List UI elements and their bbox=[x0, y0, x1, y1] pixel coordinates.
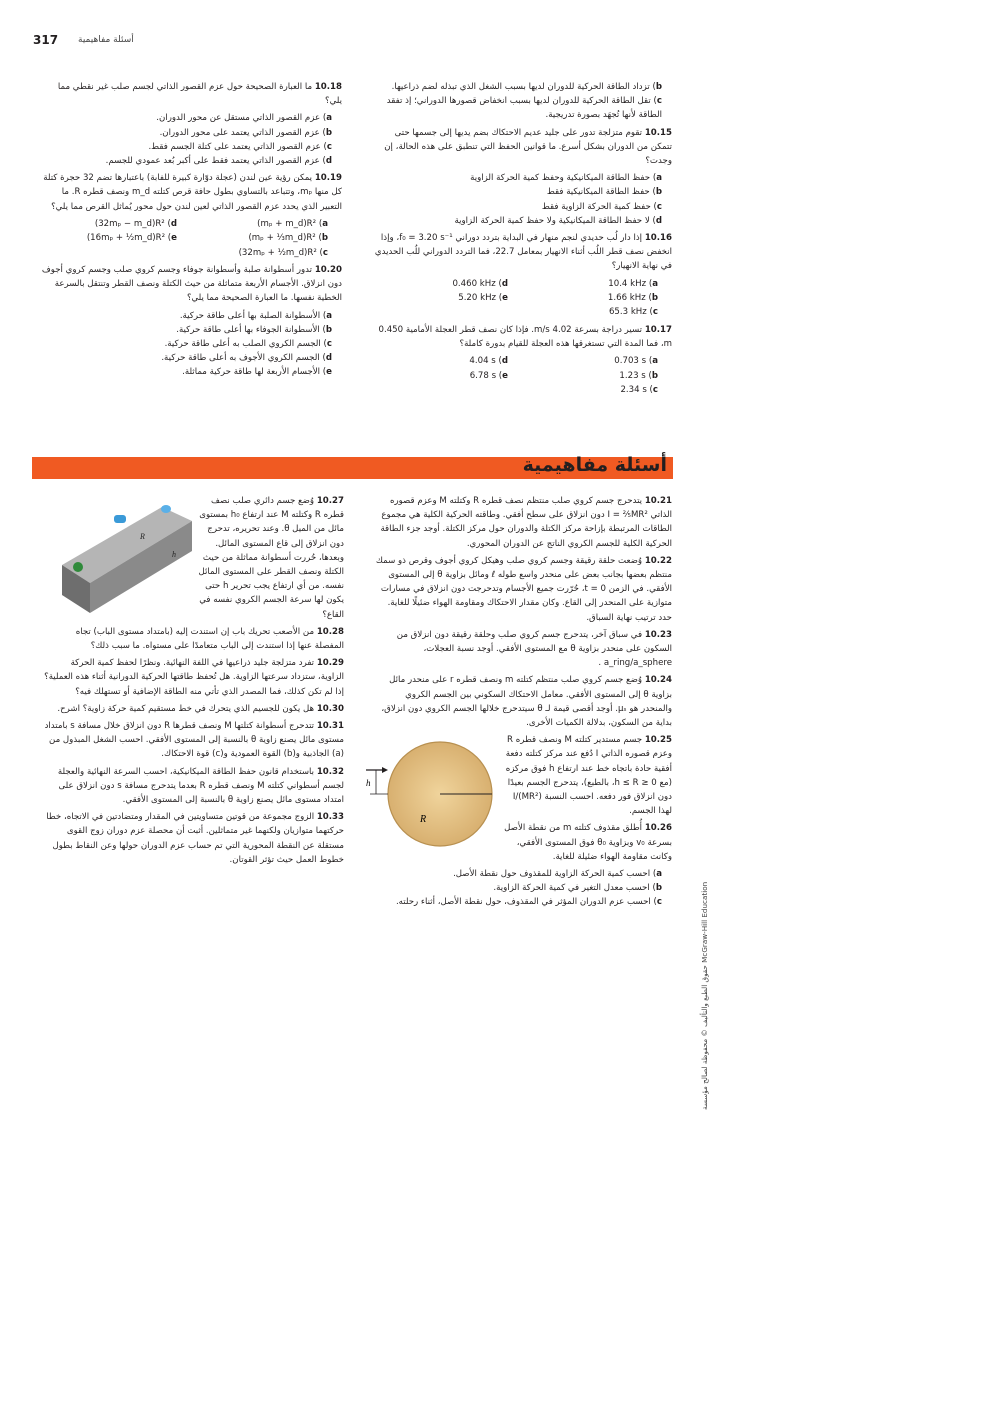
question-number: 10.15 bbox=[644, 127, 672, 138]
option-item: c) احسب عزم الدوران المؤثر في المقذوف، حول نقطة الأصل، أثناء رحلته. bbox=[395, 897, 662, 908]
question-text: إذا دار لُب حديدي لنجم منهار في البداية بتردد دوراني f₀ = 3.20 s⁻¹، وإذا انخفض نصف قطر اللُب أثناء الانهيار بمعامل 22.7، فما التردد الدوراني للُب الحديدي في نهاية الانهيار؟ bbox=[374, 233, 672, 272]
option-text: 0.703 s bbox=[614, 356, 647, 367]
option-label: c bbox=[326, 141, 332, 152]
option-text: 1.66 kHz bbox=[607, 293, 646, 304]
question bbox=[372, 673, 672, 730]
option-item: c) عزم القصور الذاتي يعتمد على كتلة الجسم فقط. bbox=[148, 141, 332, 152]
q1016-options bbox=[372, 277, 672, 320]
question-text: هل يكون للجسيم الذي يتحرك في خط مستقيم كمية حركة زاوية؟ اشرح. bbox=[57, 703, 315, 714]
question bbox=[44, 656, 344, 699]
question-10-20: 10.20 تدور أسطوانة صلبة وأسطوانة جوفاء وجسم كروي صلب وجسم كروي أجوف دون انزلاق. الأجسام الأربعة متماثلة من حيث الكتلة ونصف القطر وتنتقل بالسرعة الخطية نفسها. ما العبارة الصحيحة مما يلي؟ bbox=[41, 265, 342, 304]
option-text: عزم القصور الذاتي يعتمد على كتلة الجسم فقط. bbox=[148, 141, 321, 152]
option-item: b) الأسطوانة الجوفاء بها أعلى طاقة حركية. bbox=[176, 324, 332, 335]
option-item: a) 0.703 s bbox=[614, 356, 658, 367]
question-text: تقوم متزلجة تدور على جليد عديم الاحتكاك بضم يديها إلى جسمها حتى تتمكن من الدوران بشكل أسرع. ما قوانين الحفظ التي تنطبق على هذه الحالة، إن وجدت؟ bbox=[384, 127, 672, 167]
question-number: 10.30 bbox=[316, 703, 344, 714]
option-text: 5.20 kHz bbox=[458, 293, 497, 304]
wheel-figure bbox=[362, 738, 502, 858]
option-text: (32mₚ + ½m_d)R² bbox=[238, 247, 317, 258]
section-banner bbox=[32, 454, 673, 479]
option-text: 6.78 s bbox=[469, 370, 497, 381]
option-label: c bbox=[656, 201, 662, 212]
option-text: حفظ كمية الحركة الزاوية فقط bbox=[541, 201, 651, 212]
option-label: d bbox=[501, 278, 508, 289]
option-text: 10.4 kHz bbox=[608, 278, 647, 289]
option-text: الأجسام الأربعة لها طاقة حركية مماثلة. bbox=[182, 367, 321, 378]
option-label: b bbox=[655, 82, 662, 92]
option-label: a bbox=[326, 113, 332, 124]
right-column-top bbox=[372, 80, 672, 397]
question bbox=[372, 554, 672, 625]
question-text: جسم مستدير كتلته M ونصف قطره R وعزم قصوره الذاتي I دُفع عند مركز كتلته دفعة أفقية حادة باتجاه خط عند ارتفاع h فوق مركزه (مع 0 ≤ h ≤ R، بالطبع)، يتدحرج الجسم بعيدًا دون انزلاق فور دفعه. احسب النسبة I/(MR²) لهذا الجسم. bbox=[505, 735, 672, 817]
question bbox=[372, 126, 672, 169]
question-number: 10.24 bbox=[644, 675, 672, 686]
option-label: b bbox=[655, 187, 662, 198]
option-text: الأسطوانة الجوفاء بها أعلى طاقة حركية. bbox=[176, 324, 320, 335]
option-text: تقل الطاقة الحركية للدوران لديها بسبب انخفاض قصورها الدوراني؛ إذ تفقد الطاقة لأنها تُجهَد بصورة تدريجية. bbox=[386, 96, 662, 121]
question bbox=[44, 719, 344, 762]
question-10-17: 10.17 تسير دراجة بسرعة 4.02 m/s. فإذا كان نصف قطر العجلة الأمامية 0.450 m، فما المدة التي تستغرقها هذه العجلة للقيام بدورة كاملة؟ bbox=[378, 324, 672, 350]
option-item: c) (32mₚ + ½m_d)R² bbox=[238, 247, 328, 258]
option-item: c) 65.3 kHz bbox=[608, 307, 658, 318]
ramp-r-label: R bbox=[140, 532, 145, 541]
question bbox=[372, 231, 672, 274]
question bbox=[372, 628, 672, 671]
option-item: b) تزداد الطاقة الحركية للدوران لديها بسبب الشغل الذي تبذله لضم ذراعيها. bbox=[391, 82, 662, 92]
option-label: d bbox=[325, 353, 332, 364]
question-text: الزوج مجموعة من قوتين متساويتين في المقدار ومتضادتين في الاتجاه، خطا حركتهما متوازيان ولكنهما غير متماثلين. أثبت أن محصلة عزم دوران زوج القوى مستقلة عن النقطة المحورية التي تم حساب عزم الدوران حولها وعن النقاط بطول خطوط العمل حيث تؤثر القوتان. bbox=[46, 812, 344, 865]
option-label: a bbox=[326, 310, 332, 321]
option-item: d) 0.460 kHz bbox=[452, 278, 508, 289]
option-item: a) 10.4 kHz bbox=[608, 278, 658, 289]
option-text: (32mₚ − m_d)R² bbox=[94, 218, 165, 229]
option-label: c bbox=[652, 307, 658, 318]
question bbox=[502, 733, 672, 818]
question-text: وُضعت حلقة رقيقة وجسم كروي صلب وهيكل كروي أجوف وقرص ذو سمك منتظم بعضها بجانب بعض على منحدر واسع طوله ℓ ومائل بزاوية θ إلى المستوى الأفقي. في الزمن t = 0، حُرّرت جميع الأجسام وتدحرجت دون انزلاق في مسارات متوازية على المنحدر إلى القاع. وكان مقدار الاحتكاك ومقاومة الهواء ضئيلًا للغاية. حدد ترتيب نهاية السباق. bbox=[375, 555, 672, 623]
option-item bbox=[40, 246, 191, 260]
question-number: 10.28 bbox=[316, 626, 344, 637]
ramp-figure bbox=[44, 495, 194, 615]
cylinder bbox=[114, 515, 126, 523]
option-item: e) 6.78 s bbox=[469, 370, 508, 381]
question bbox=[502, 821, 672, 864]
q1019-options bbox=[40, 217, 342, 260]
option-text: 65.3 kHz bbox=[608, 307, 647, 318]
option-label: e bbox=[502, 370, 508, 381]
option-label: c bbox=[652, 385, 658, 396]
option-item: d) (32mₚ − m_d)R² bbox=[94, 218, 177, 229]
question-10-19: 10.19 يمكن رؤية عين لندن (عجلة دوّارة كبيرة للفابة) باعتبارها تضم 32 حجرة كتلة كل منها mₚ، وتتباعد بالتساوي بطول حافة قرص كتلته m_d ونصف قطره R. ما التعبير الذي يحدد عزم القصور الذاتي لعين لندن حول محور يُماثل القرص مما يلي؟ bbox=[43, 173, 342, 212]
option-item: a) حفظ الطاقة الميكانيكية وحفظ كمية الحركة الزاوية bbox=[470, 173, 662, 184]
option-label: b bbox=[651, 370, 658, 381]
question-number: 10.23 bbox=[644, 629, 672, 640]
question bbox=[44, 810, 344, 867]
option-label: a bbox=[656, 173, 662, 184]
option-label: b bbox=[651, 293, 658, 304]
option-text: 2.34 s bbox=[620, 385, 647, 396]
option-text: 4.04 s bbox=[469, 356, 496, 367]
option-item: a) الأسطوانة الصلبة بها أعلى طاقة حركية. bbox=[179, 310, 332, 321]
option-item: c) الجسم الكروي الصلب به أعلى طاقة حركية. bbox=[164, 339, 332, 350]
option-label: e bbox=[326, 367, 332, 378]
option-item: a) عزم القصور الذاتي مستقل عن محور الدوران. bbox=[156, 113, 332, 124]
option-text: الجسم الكروي الصلب به أعلى طاقة حركية. bbox=[164, 339, 321, 350]
option-label: e bbox=[171, 233, 177, 244]
option-label: c bbox=[656, 897, 662, 908]
question-number: 10.33 bbox=[316, 812, 344, 823]
question bbox=[44, 765, 344, 808]
question-number: 10.25 bbox=[644, 735, 672, 746]
question-text: تفرد متزلجة جليد ذراعيها في اللفة النهائية. ونظرًا لحفظ كمية الحركة الزاوية، ستزداد سرعتها الزاوية. هل تُحفظ طاقتها الحركية الدورانية أثناء هذه العملية؟ إذا لم تكن كذلك، فما المصدر الذي تأتي منه الطاقة الإضافية أو تستهلك فيه؟ bbox=[44, 658, 344, 697]
option-text: احسب كمية الحركة الزاوية للمقذوف حول نقطة الأصل. bbox=[453, 869, 651, 880]
option-item: e) (16mₚ + ½m_d)R² bbox=[86, 233, 177, 244]
question-text: باستخدام قانون حفظ الطاقة الميكانيكية، احسب السرعة النهائية والعجلة لجسم أسطواني كتلته M ونصف قطره R بعدما يتدحرج مسافة s دون انزلاق على امتداد مستوى مائل يصنع زاوية θ بالنسبة إلى المستوى الأفقي. bbox=[57, 766, 344, 806]
option-item: d) عزم القصور الذاتي يعتمد فقط على أكبر بُعد عمودي للجسم. bbox=[105, 156, 332, 167]
option-item: e) 5.20 kHz bbox=[458, 293, 508, 304]
question-text: تتدحرج أسطوانة كتلتها M ونصف قطرها R دون انزلاق خلال مسافة s بامتداد مستوى مائل يصنع زاوية θ بالنسبة إلى المستوى الأفقي. احسب الشغل المبذول من (a) الجاذبية و(b) القوة العمودية و(c) قوة الاحتكاك. bbox=[44, 721, 344, 760]
option-item: b) عزم القصور الذاتي يعتمد على محور الدوران. bbox=[159, 127, 332, 138]
option-item bbox=[372, 383, 522, 397]
option-item: d) الجسم الكروي الأجوف به أعلى طاقة حركية. bbox=[161, 353, 332, 364]
question-number: 10.26 bbox=[644, 823, 672, 834]
question-number: 10.21 bbox=[644, 496, 672, 506]
copyright-side-note bbox=[700, 881, 716, 1110]
ramp-h-label: h bbox=[172, 550, 176, 559]
question-text: يتدحرج جسم كروي صلب منتظم نصف قطره R وكتلته M وعزم قصوره الذاتي I = ⅖MR² دون انزلاق على سطح أفقي. وطاقته الحركية الكلية هي مجموع الطاقات المرتبطة بإزاحة مركز الكتلة والدوران حول مركز الكتلة. أوجد جزء الطاقة الحركية الكلية للجسم الكروي الناتج عن الدوران المحوري. bbox=[380, 496, 672, 549]
option-item: b) 1.66 kHz bbox=[607, 293, 658, 304]
option-text: حفظ الطاقة الميكانيكية وحفظ كمية الحركة الزاوية bbox=[470, 173, 651, 184]
option-item: c) حفظ كمية الحركة الزاوية فقط bbox=[541, 201, 662, 212]
option-label: d bbox=[501, 356, 508, 367]
question-number: 10.29 bbox=[316, 658, 344, 669]
option-label: d bbox=[325, 156, 332, 167]
h-label: h bbox=[366, 778, 371, 788]
sphere-top bbox=[161, 505, 171, 513]
option-item: b) 1.23 s bbox=[619, 370, 658, 381]
question-number: 10.16 bbox=[644, 233, 672, 244]
option-item: a) (mₚ + m_d)R² bbox=[257, 218, 328, 229]
option-text: حفظ الطاقة الميكانيكية فقط bbox=[546, 187, 650, 198]
option-label: a bbox=[652, 278, 658, 289]
option-text: (mₚ + m_d)R² bbox=[257, 218, 317, 229]
option-text: لا حفظ الطاقة الميكانيكية ولا حفظ كمية الحركة الزاوية bbox=[454, 215, 650, 226]
push-arrow-head bbox=[382, 767, 388, 773]
left-column-top bbox=[40, 80, 342, 380]
question-text: في سباق آخر، يتدحرج جسم كروي صلب وحلقة رقيقة دون انزلاق من السكون على منحدر بزاوية θ مع المستوى الأفقي. أوجد نسبة العجلات، a_ring/a_sphere . bbox=[396, 629, 672, 669]
option-text: تزداد الطاقة الحركية للدوران لديها بسبب الشغل الذي تبذله لضم ذراعيها. bbox=[391, 82, 650, 92]
running-title: أسئلة مفاهيمية bbox=[78, 35, 134, 45]
option-label: c bbox=[322, 247, 328, 258]
copyright-text: حقوق الطبع والتأليف © محفوظة لصالح مؤسسة McGraw-Hill Education bbox=[700, 881, 709, 1110]
option-item: b) حفظ الطاقة الميكانيكية فقط bbox=[546, 187, 662, 198]
option-text: 0.460 kHz bbox=[452, 278, 496, 289]
option-label: b bbox=[325, 127, 332, 138]
option-text: عزم القصور الذاتي مستقل عن محور الدوران. bbox=[156, 113, 321, 124]
option-text: احسب عزم الدوران المؤثر في المقذوف، حول نقطة الأصل، أثناء رحلته. bbox=[395, 897, 651, 908]
question-text: وُضع جسم كروي صلب منتظم كتلته m ونصف قطره r على منحدر مائل بزاوية θ إلى المستوى الأفقي. معامل الاحتكاك السكوني بين الجسم الكروي والمنحدر هو μₛ. أوجد أقصى قيمة لـ θ سيتدحرج خلالها الجسم الكروي دون انزلاق، بداية من السكون، بدلالة الكميات الأخرى. bbox=[381, 675, 672, 729]
option-item: b) احسب معدل التغير في كمية الحركة الزاوية. bbox=[493, 883, 662, 894]
question bbox=[44, 625, 344, 653]
section-title: أسئلة مفاهيمية bbox=[522, 454, 667, 476]
option-label: b bbox=[655, 883, 662, 894]
option-text: عزم القصور الذاتي يعتمد على محور الدوران. bbox=[159, 127, 320, 138]
r-label: R bbox=[420, 814, 427, 825]
question bbox=[372, 494, 672, 551]
option-text: احسب معدل التغير في كمية الحركة الزاوية. bbox=[493, 883, 650, 894]
option-label: b bbox=[325, 324, 332, 335]
option-text: 1.23 s bbox=[619, 370, 646, 381]
question-text: من الأصعب تحريك باب إن استندت إليه (بامتداد مستوى الباب) تجاه المفصلة عنها إذا استندت إلى الباب متعامدًا على مستواه. ما سبب ذلك؟ bbox=[75, 626, 344, 652]
option-label: d bbox=[170, 218, 177, 229]
option-text: الأسطوانة الصلبة بها أعلى طاقة حركية. bbox=[179, 310, 321, 321]
option-label: e bbox=[502, 293, 508, 304]
option-text: (mₚ + ⅓m_d)R² bbox=[248, 233, 316, 244]
option-label: a bbox=[652, 356, 658, 367]
option-item: a) احسب كمية الحركة الزاوية للمقذوف حول نقطة الأصل. bbox=[453, 869, 662, 880]
option-text: (16mₚ + ½m_d)R² bbox=[86, 233, 166, 244]
question-10-27: 10.27 وُضع جسم دائري صلب نصف قطره R وكتلته M عند ارتفاع h₀ بمستوى مائل من الميل θ. وعند تحريره، تدحرج دون انزلاق إلى قاع المستوى المائل. وبعدها، حُررت أسطوانة مماثلة من حيث الكتلة ونصف القطر على المستوى المائل نفسه. من أي ارتفاع يجب تحرير h حتى يكون لها سرعة الجسم الكروي نفسه في القاع؟ bbox=[198, 496, 344, 620]
option-item: c) تقل الطاقة الحركية للدوران لديها بسبب انخفاض قصورها الدوراني؛ إذ تفقد الطاقة لأنها تُجهَد بصورة تدريجية. bbox=[386, 96, 662, 121]
ball bbox=[73, 562, 83, 572]
option-label: a bbox=[322, 218, 328, 229]
option-item: e) الأجسام الأربعة لها طاقة حركية مماثلة. bbox=[182, 367, 332, 378]
q1017-options bbox=[372, 354, 672, 397]
page-number: 317 bbox=[33, 33, 59, 47]
option-item: d) 4.04 s bbox=[469, 356, 508, 367]
option-text: عزم القصور الذاتي يعتمد فقط على أكبر بُعد عمودي للجسم. bbox=[105, 156, 320, 167]
option-item bbox=[372, 305, 522, 319]
question-number: 10.22 bbox=[644, 555, 672, 566]
option-label: d bbox=[655, 215, 662, 226]
question bbox=[44, 702, 344, 716]
option-label: c bbox=[326, 339, 332, 350]
option-label: c bbox=[656, 96, 662, 107]
option-item: b) (mₚ + ⅓m_d)R² bbox=[248, 233, 328, 244]
option-item: c) 2.34 s bbox=[620, 385, 658, 396]
question-10-18: 10.18 ما العبارة الصحيحة حول عزم القصور الذاتي لجسم صلب غير نقطي مما يلي؟ bbox=[57, 82, 342, 107]
option-item: d) لا حفظ الطاقة الميكانيكية ولا حفظ كمية الحركة الزاوية bbox=[454, 215, 662, 226]
option-label: b bbox=[321, 233, 328, 244]
question-number: 10.31 bbox=[316, 721, 344, 732]
option-text: الجسم الكروي الأجوف به أعلى طاقة حركية. bbox=[161, 353, 320, 364]
question-text: أُطلق مقذوف كتلته m من نقطة الأصل بسرعة v₀ وبزاوية θ₀ فوق المستوى الأفقي، وكانت مقاومة الهواء ضئيلة للغاية. bbox=[504, 823, 672, 862]
question-number: 10.32 bbox=[316, 766, 344, 777]
option-label: a bbox=[656, 869, 662, 880]
